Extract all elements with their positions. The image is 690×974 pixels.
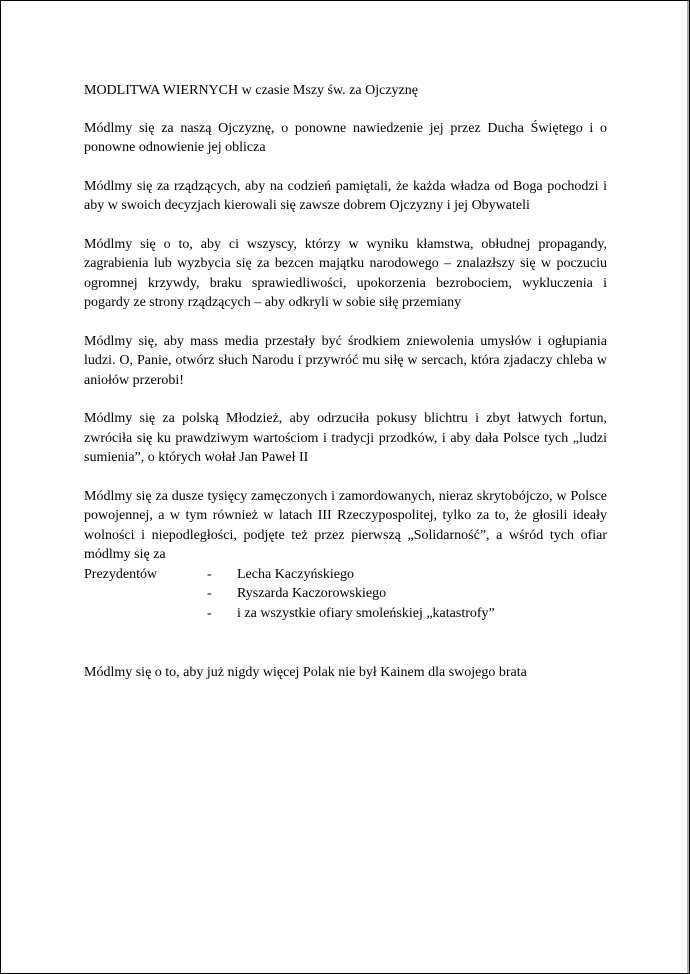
document-title: MODLITWA WIERNYCH w czasie Mszy św. za Ojczyznę — [84, 83, 418, 98]
list-item — [84, 604, 607, 624]
paragraph-final: Módlmy się o to, aby już nigdy więcej Polak nie był Kainem dla swojego brata — [84, 665, 527, 680]
list-item-text: i za wszystkie ofiary smoleńskiej „katastrofy” — [237, 605, 495, 621]
list-dash: - — [207, 566, 212, 582]
paragraph-ojczyzna: Módlmy się za naszą Ojczyznę, o ponowne nawiedzenie jej przez Ducha Świętego i o ponowne odnowienie jej oblicza — [84, 120, 607, 155]
list-item-text: Lecha Kaczyńskiego — [237, 566, 354, 582]
list-dash: - — [207, 586, 212, 601]
paragraph-ofiary: Módlmy się za dusze tysięcy zamęczonych i zamordowanych, nieraz skrytobójczo, w Polsce powojennej, a w tym również w latach III Rzeczypospolitej, tylko za to, że głosili ideały wolności i niepodległości, podjęte też przez pierwszą „Solidarność”, a wśród tych ofiar módlmy się za — [84, 488, 607, 562]
paragraph-rzadzacy: Módlmy się za rządzących, aby na codzień pamiętali, że każda władza od Boga pochodzi i aby w swoich decyzjach kierowali się zawsze dobrem Ojczyzny i jej Obywateli — [84, 178, 607, 213]
paragraph-ofiary-block — [84, 487, 607, 624]
paragraph-krzywda: Módlmy się o to, aby ci wszyscy, którzy w wyniku kłamstwa, obłudnej propagandy, zagrabienia lub wyzbycia się za bezcen majątku narodowego – znalazłszy się w poczuciu ogromnej krzywdy, braku sprawiedliwości, upokorzenia bezrobociem, wykluczenia i pogardy ze strony rządzących – aby odkryli w sobie siłę przemiany — [84, 236, 607, 310]
presidents-label: Prezydentów — [84, 566, 158, 582]
list-item-text: Ryszarda Kaczorowskiego — [237, 586, 387, 601]
paragraph-media: Módlmy się, aby mass media przestały być środkiem zniewolenia umysłów i ogłupiania ludzi. O, Panie, otwórz słuch Narodu i przywróć mu siłę w sercach, która zjadaczy chleba w aniołów przerobi! — [84, 333, 607, 388]
list-item — [84, 565, 607, 585]
document-body — [84, 81, 607, 702]
list-item — [84, 584, 607, 604]
list-dash: - — [207, 605, 212, 621]
presidents-list — [84, 565, 607, 624]
paragraph-mlodziez: Módlmy się za polską Młodzież, aby odrzuciła pokusy blichtru i zbyt łatwych fortun, zwróciła się ku prawdziwym wartościom i tradycji przodków, i aby dała Polsce tych „ludzi sumienia”, o których wołał Jan Paweł II — [84, 411, 607, 465]
